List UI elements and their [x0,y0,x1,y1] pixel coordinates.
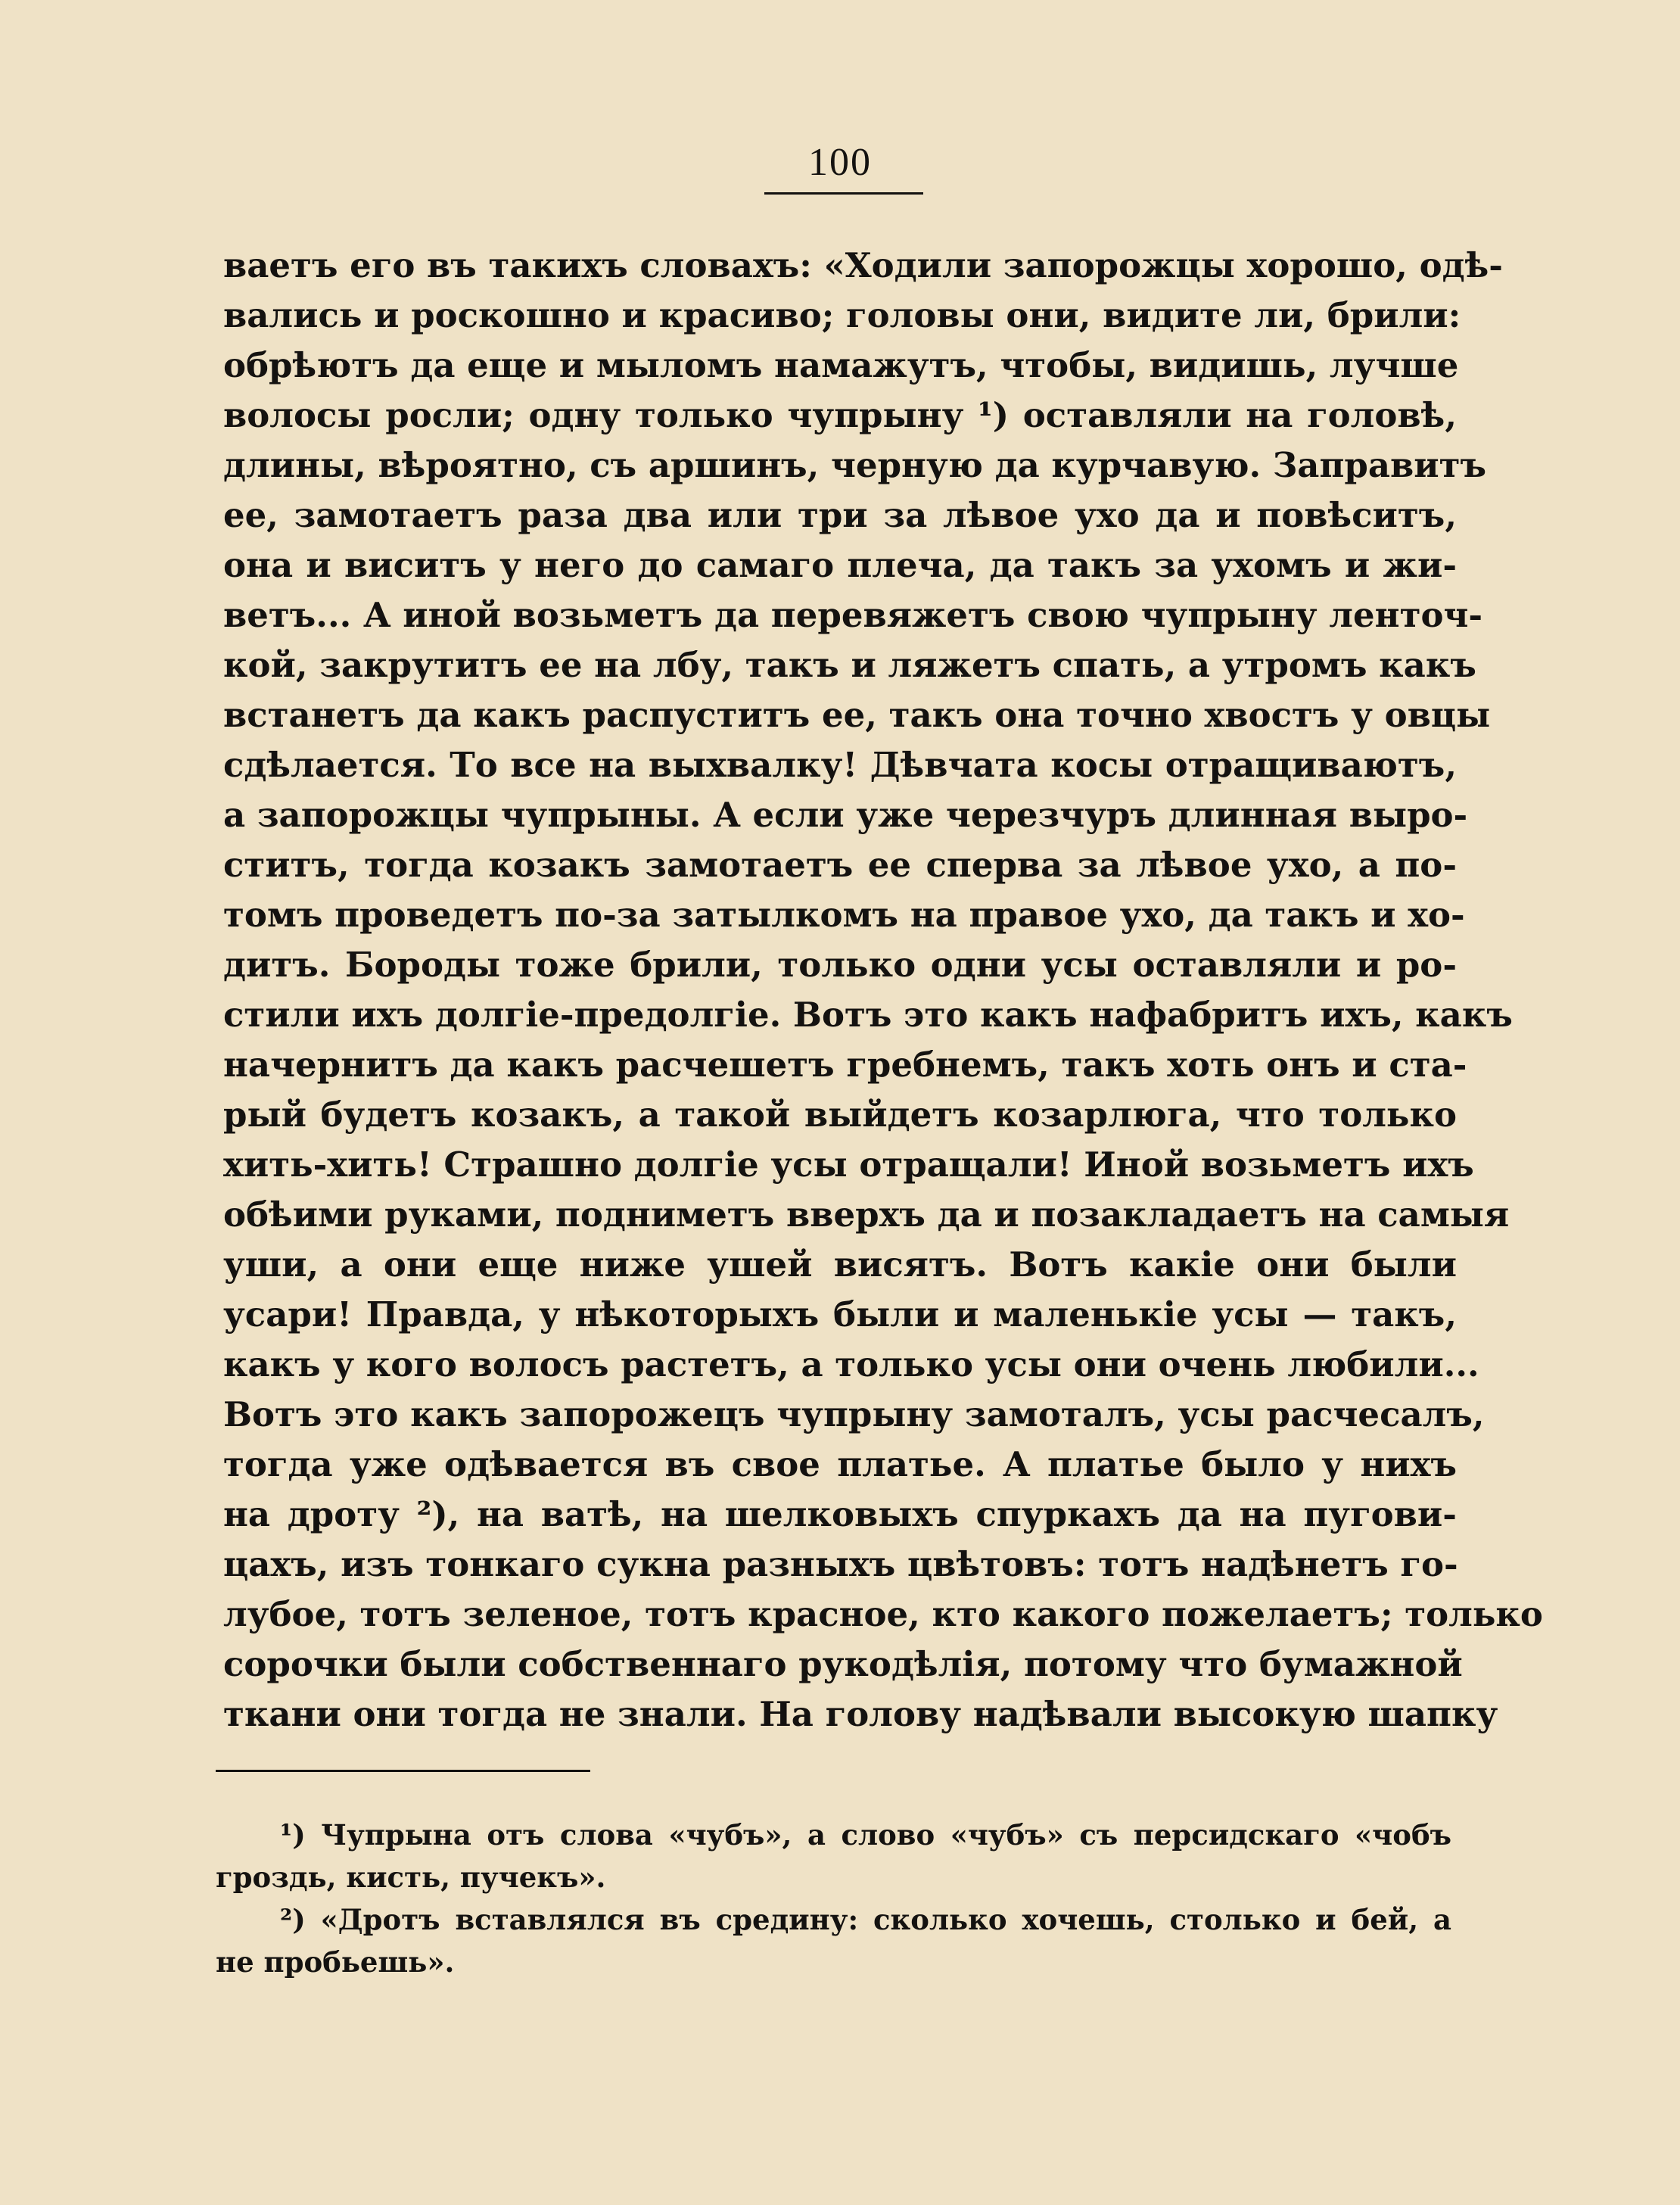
body-line: сдѣлается. То все на выхвалку! Дѣвчата косы отращиваютъ, [223,745,1457,785]
body-line: стили ихъ долгіе-предолгіе. Вотъ это какъ нафабритъ ихъ, какъ [223,995,1513,1035]
body-line: дитъ. Бороды тоже брили, только одни усы оставляли и ро- [223,945,1457,985]
body-line: кой, закрутитъ ее на лбу, такъ и ляжетъ спать, а утромъ какъ [223,645,1476,685]
page-number-rule [764,192,923,195]
body-line: рый будетъ козакъ, а такой выйдетъ козарлюга, что только [223,1095,1457,1135]
body-line: ваетъ его въ такихъ словахъ: «Ходили запорожцы хорошо, одѣ- [223,245,1503,285]
body-line: начернитъ да какъ расчешетъ гребнемъ, такъ хоть онъ и ста- [223,1045,1467,1085]
body-line: встанетъ да какъ распуститъ ее, такъ она точно хвостъ у овцы [223,695,1491,735]
body-line: сорочки были собственнаго рукодѣлія, потому что бумажной [223,1644,1463,1684]
body-line: хить-хить! Страшно долгіе усы отращали! Иной возьметъ ихъ [223,1145,1474,1185]
body-line: ститъ, тогда козакъ замотаетъ ее сперва за лѣвое ухо, а по- [223,845,1457,885]
body-line: Вотъ это какъ запорожецъ чупрыну замоталъ, усы расчесалъ, [223,1394,1485,1434]
body-line: обрѣютъ да еще и мыломъ намажутъ, чтобы, видишь, лучше [223,345,1459,385]
body-line: лубое, тотъ зеленое, тотъ красное, кто какого пожелаетъ; только [223,1594,1543,1634]
body-line: цахъ, изъ тонкаго сукна разныхъ цвѣтовъ: тотъ надѣнетъ го- [223,1544,1458,1584]
footnote-1-line-2: гроздь, кисть, пучекъ». [216,1861,606,1894]
footnote-2-text: «Дротъ вставлялся въ средину: сколько хочешь, столько и бей, а [320,1903,1451,1936]
body-line: ткани они тогда не знали. На голову надѣвали высокую шапку [223,1694,1498,1734]
footnote-rule [216,1770,590,1772]
body-line: тогда уже одѣвается въ свое платье. А платье было у нихъ [223,1444,1457,1484]
body-line: обѣими руками, подниметъ вверхъ да и позакладаетъ на самыя [223,1194,1510,1235]
page-number: 100 [808,141,872,184]
body-line: длины, вѣроятно, съ аршинъ, черную да курчавую. Заправитъ [223,445,1487,485]
body-line: какъ у кого волосъ растетъ, а только усы они очень любили... [223,1344,1479,1384]
footnote-1-line-1 [280,1814,1451,1856]
body-line: томъ проведетъ по-за затылкомъ на правое ухо, да такъ и хо- [223,895,1465,935]
footnote-2-line-1 [280,1898,1451,1941]
footnote-2-line-2: не пробьешь». [216,1945,455,1979]
body-line: ее, замотаетъ раза два или три за лѣвое ухо да и повѣситъ, [223,495,1457,535]
footnote-2-marker: ²) [280,1903,306,1936]
body-line: на дроту ²), на ватѣ, на шелковыхъ спуркахъ да на пугови- [223,1494,1457,1534]
body-line: а запорожцы чупрыны. А если уже черезчуръ длинная выро- [223,795,1468,835]
body-line: усари! Правда, у нѣкоторыхъ были и маленькіе усы — такъ, [223,1294,1457,1335]
footnote-1-text: Чупрына отъ слова «чубъ», а слово «чубъ» съ персидскаго «чобъ [321,1818,1452,1852]
body-line: ветъ... А иной возьметъ да перевяжетъ свою чупрыну ленточ- [223,595,1483,635]
body-line: она и виситъ у него до самаго плеча, да такъ за ухомъ и жи- [223,545,1457,585]
footnote-1-marker: ¹) [280,1818,306,1852]
body-line: уши, а они еще ниже ушей висятъ. Вотъ какіе они были [223,1244,1457,1285]
body-line: волосы росли; одну только чупрыну ¹) оставляли на головѣ, [223,395,1457,435]
body-line: вались и роскошно и красиво; головы они, видите ли, брили: [223,295,1461,335]
